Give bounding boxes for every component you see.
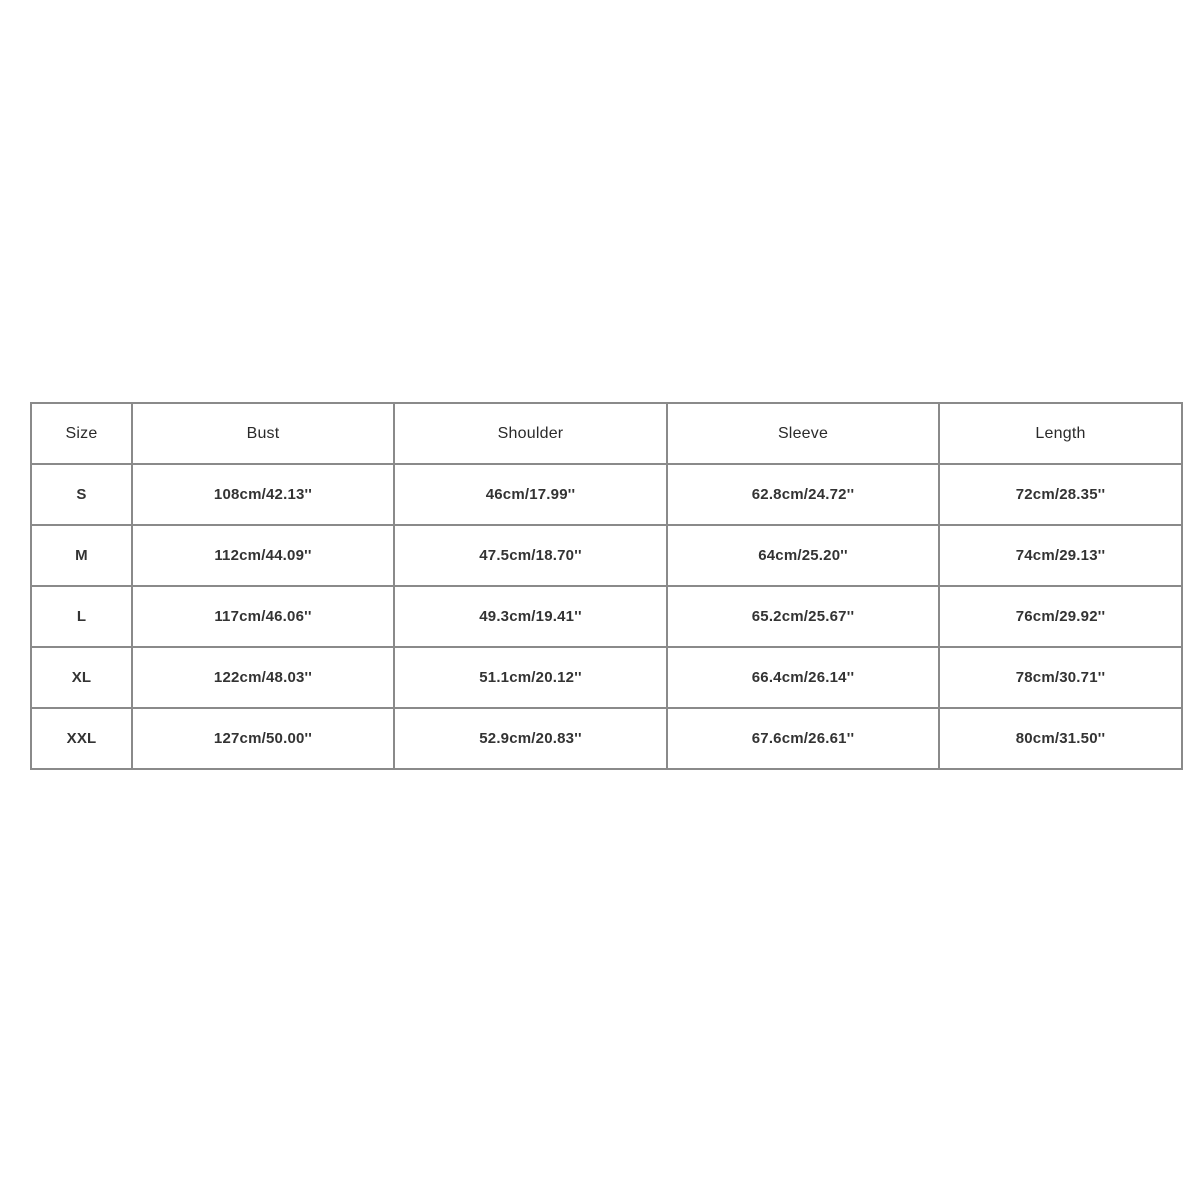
sleeve-cell: 65.2cm/25.67'' [667, 586, 939, 647]
size-cell: M [31, 525, 132, 586]
bust-cell: 122cm/48.03'' [132, 647, 394, 708]
size-cell: S [31, 464, 132, 525]
sleeve-cell: 66.4cm/26.14'' [667, 647, 939, 708]
size-cell: L [31, 586, 132, 647]
size-cell: XXL [31, 708, 132, 769]
size-cell: XL [31, 647, 132, 708]
sleeve-cell: 62.8cm/24.72'' [667, 464, 939, 525]
table-row [31, 464, 1182, 525]
length-cell: 80cm/31.50'' [939, 708, 1182, 769]
shoulder-cell: 46cm/17.99'' [394, 464, 667, 525]
header-row [31, 403, 1182, 464]
bust-cell: 117cm/46.06'' [132, 586, 394, 647]
shoulder-cell: 52.9cm/20.83'' [394, 708, 667, 769]
shoulder-cell: 47.5cm/18.70'' [394, 525, 667, 586]
table-row [31, 647, 1182, 708]
sleeve-cell: 64cm/25.20'' [667, 525, 939, 586]
sleeve-cell: 67.6cm/26.61'' [667, 708, 939, 769]
length-cell: 78cm/30.71'' [939, 647, 1182, 708]
shoulder-cell: 49.3cm/19.41'' [394, 586, 667, 647]
table-row [31, 525, 1182, 586]
length-cell: 76cm/29.92'' [939, 586, 1182, 647]
header-bust: Bust [132, 403, 394, 464]
bust-cell: 112cm/44.09'' [132, 525, 394, 586]
header-sleeve: Sleeve [667, 403, 939, 464]
size-chart-table [30, 402, 1183, 770]
bust-cell: 127cm/50.00'' [132, 708, 394, 769]
header-size: Size [31, 403, 132, 464]
length-cell: 74cm/29.13'' [939, 525, 1182, 586]
length-cell: 72cm/28.35'' [939, 464, 1182, 525]
bust-cell: 108cm/42.13'' [132, 464, 394, 525]
table-row [31, 708, 1182, 769]
header-length: Length [939, 403, 1182, 464]
shoulder-cell: 51.1cm/20.12'' [394, 647, 667, 708]
table-row [31, 586, 1182, 647]
header-shoulder: Shoulder [394, 403, 667, 464]
